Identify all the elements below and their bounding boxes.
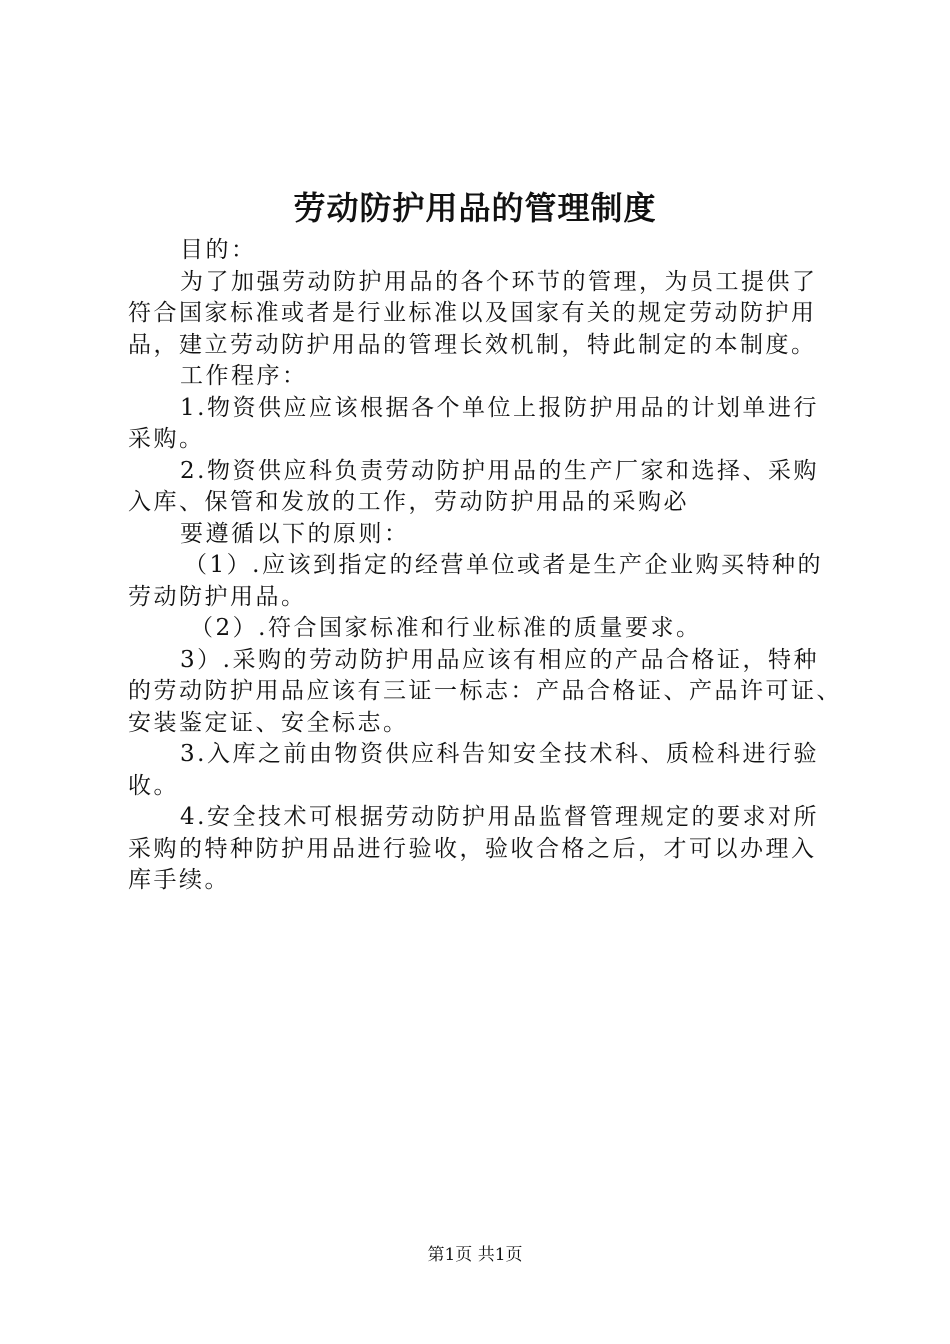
paragraph-line: 收。 (128, 772, 179, 799)
paragraph-line: 1.物资供应应该根据各个单位上报防护用品的计划单进行 (180, 394, 819, 421)
paragraph-line: 品，建立劳动防护用品的管理长效机制，特此制定的本制度。 (128, 331, 817, 358)
page-footer: 第1页 共1页 (427, 1245, 523, 1265)
paragraph-line: 4.安全技术可根据劳动防护用品监督管理规定的要求对所 (180, 804, 819, 830)
document-body (128, 235, 848, 897)
paragraph-line: 的劳动防护用品应该有三证一标志：产品合格证、产品许可证、 (128, 678, 842, 704)
paragraph-line: 工作程序： (180, 363, 308, 389)
paragraph-line: 为了加强劳动防护用品的各个环节的管理，为员工提供了 (180, 268, 818, 295)
paragraph-line: 2.物资供应科负责劳动防护用品的生产厂家和选择、采购 (180, 457, 819, 484)
paragraph-line: 采购。 (128, 426, 205, 452)
paragraph-line: 库手续。 (128, 867, 230, 893)
document-title: 劳动防护用品的管理制度 (293, 189, 657, 227)
paragraph-line: 目的： (180, 237, 257, 263)
paragraph-line: 符合国家标准或者是行业标准以及国家有关的规定劳动防护用 (128, 300, 817, 326)
paragraph-line: 3.入库之前由物资供应科告知安全技术科、质检科进行验 (180, 741, 819, 767)
paragraph-line: （2）.符合国家标准和行业标准的质量要求。 (190, 615, 702, 641)
paragraph-line: 3）.采购的劳动防护用品应该有相应的产品合格证，特种 (180, 646, 819, 673)
paragraph-line: 入库、保管和发放的工作，劳动防护用品的采购必 (128, 489, 689, 515)
paragraph-line: 要遵循以下的原则： (180, 520, 410, 547)
paragraph-line: 劳动防护用品。 (128, 583, 307, 610)
paragraph-line: 安装鉴定证、安全标志。 (128, 709, 409, 736)
paragraph-line: （1）.应该到指定的经营单位或者是生产企业购买特种的 (184, 552, 823, 578)
paragraph-line: 采购的特种防护用品进行验收，验收合格之后，才可以办理入 (128, 835, 817, 862)
